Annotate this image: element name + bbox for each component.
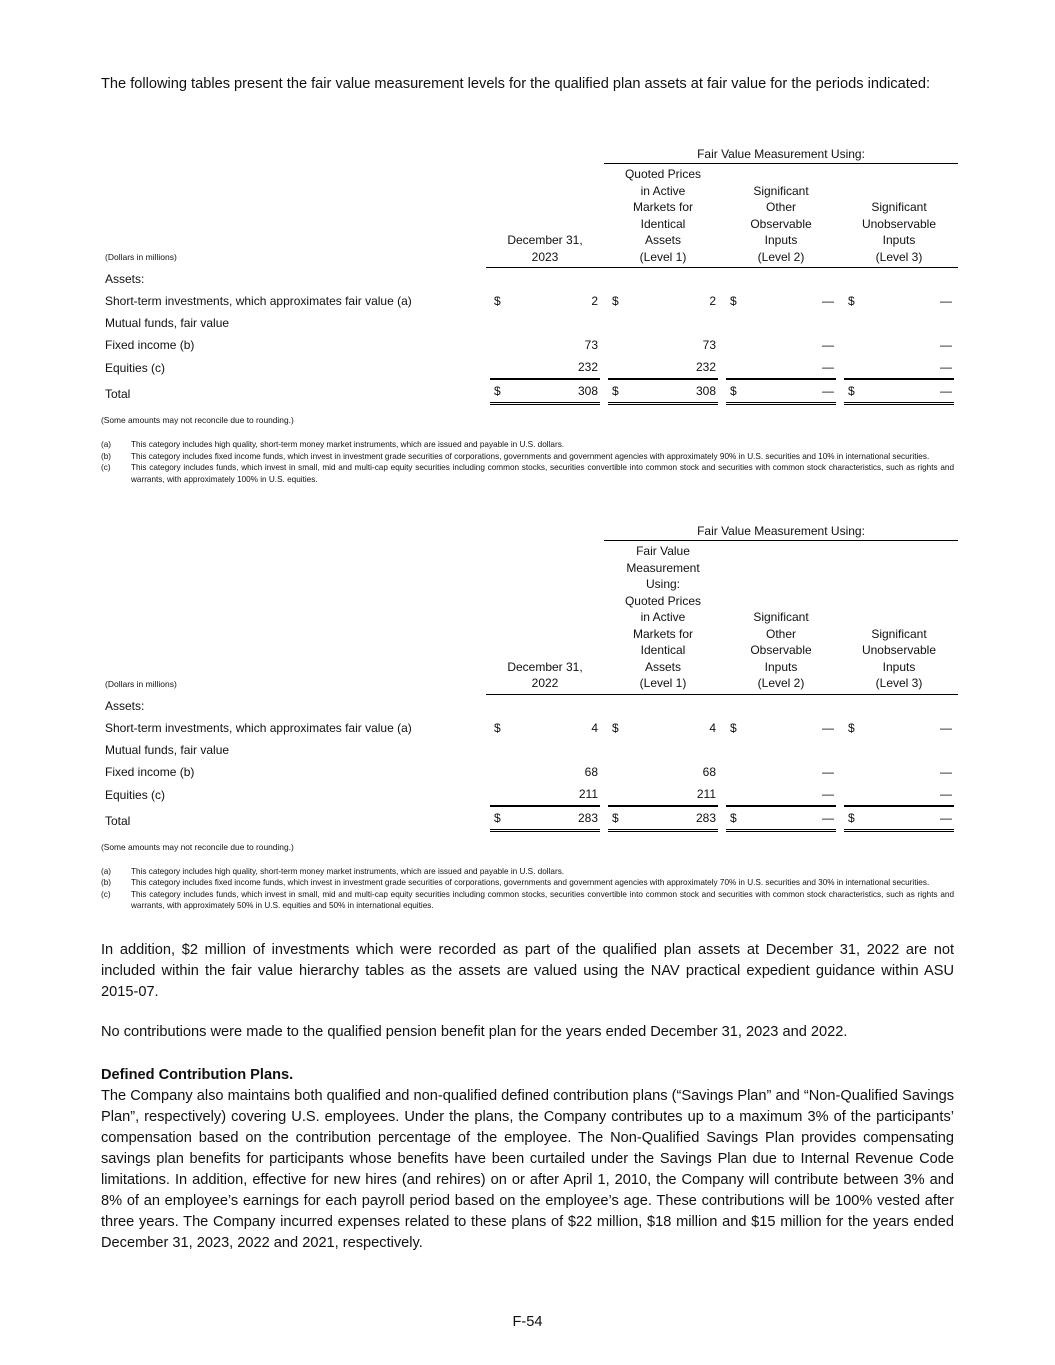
currency-symbol: $ xyxy=(848,810,855,825)
cell-value: — xyxy=(940,764,952,779)
super-header-row xyxy=(101,143,958,164)
footnote xyxy=(101,889,954,912)
value-cell xyxy=(840,761,958,783)
table-row xyxy=(101,379,958,405)
column-header xyxy=(722,164,840,268)
table-row xyxy=(101,761,958,783)
super-header-spacer xyxy=(101,143,486,164)
row-label: Assets: xyxy=(105,698,145,713)
cell-value: 211 xyxy=(578,786,598,801)
value-cell xyxy=(840,739,958,761)
value-cell xyxy=(604,806,722,832)
value-cell xyxy=(840,334,958,356)
units-label: (Dollars in millions) xyxy=(105,252,177,262)
value-cell xyxy=(722,312,840,334)
footnotes xyxy=(101,866,954,912)
cell-value: — xyxy=(822,764,834,779)
value-cell xyxy=(722,356,840,379)
super-header: Fair Value Measurement Using: xyxy=(604,143,958,164)
cell-value: 73 xyxy=(584,338,598,352)
value-cell xyxy=(840,717,958,739)
column-header-text: Significant Other Observable Inputs (Level 2) xyxy=(750,610,812,690)
units-label: (Dollars in millions) xyxy=(105,678,177,689)
value-cell xyxy=(486,783,604,806)
footnote xyxy=(101,877,954,889)
value-cell xyxy=(604,268,722,291)
value-cell xyxy=(604,761,722,783)
cell-value: — xyxy=(940,384,952,398)
value-cell xyxy=(486,806,604,832)
value-cell xyxy=(722,290,840,312)
currency-symbol: $ xyxy=(848,384,855,398)
currency-symbol: $ xyxy=(848,294,855,308)
value-cell xyxy=(722,379,840,405)
currency-symbol: $ xyxy=(494,720,501,735)
value-cell xyxy=(722,694,840,717)
column-header xyxy=(604,541,722,695)
currency-symbol: $ xyxy=(730,294,737,308)
rounding-note: (Some amounts may not reconcile due to rounding.) xyxy=(101,415,294,425)
value-cell-inner xyxy=(490,334,600,356)
fair-value-table-2022 xyxy=(101,520,954,912)
value-cell-inner xyxy=(490,356,600,379)
column-header-text: December 31, 2023 xyxy=(507,233,583,264)
value-cell xyxy=(604,783,722,806)
value-cell xyxy=(486,379,604,405)
footnote xyxy=(101,451,954,463)
value-cell-inner xyxy=(490,290,600,312)
footnote-tag: (b) xyxy=(101,451,112,461)
footnote xyxy=(101,462,954,485)
value-cell xyxy=(486,761,604,783)
cell-value: — xyxy=(822,720,834,735)
value-cell xyxy=(722,334,840,356)
cell-value: 68 xyxy=(702,764,716,779)
footnote-text: This category includes high quality, short-term money market instruments, which are issued and payable in U.S. dollars. xyxy=(131,440,565,449)
column-header-text: Fair Value Measurement Using: Quoted Prices in Active Markets for Identical Assets (Level 1) xyxy=(624,544,702,690)
value-cell-inner xyxy=(844,806,954,832)
currency-symbol: $ xyxy=(612,720,619,735)
footnote xyxy=(101,866,954,878)
value-cell-inner xyxy=(726,290,836,312)
value-cell xyxy=(604,290,722,312)
cell-value: 232 xyxy=(695,360,716,374)
value-cell-inner xyxy=(844,356,954,379)
cell-value: — xyxy=(822,294,834,308)
column-header xyxy=(486,541,604,695)
cell-value: 283 xyxy=(695,810,716,825)
value-cell xyxy=(722,268,840,291)
cell-value: 4 xyxy=(591,720,598,735)
value-cell xyxy=(604,694,722,717)
value-cell-inner xyxy=(608,379,718,405)
value-cell-inner xyxy=(608,783,718,806)
value-cell xyxy=(840,268,958,291)
currency-symbol: $ xyxy=(730,810,737,825)
cell-value: 2 xyxy=(591,294,598,308)
footnote-text: This category includes funds, which invest in small, mid and multi-cap equity securities including common stocks, securities convertible into common stock and securities with common stock characteristics, such as rights and warrants, with approximately 50% in U.S. equities and 50% in international equities. xyxy=(131,889,954,910)
table-row xyxy=(101,694,958,717)
footnote-text: This category includes high quality, short-term money market instruments, which are issued and payable in U.S. dollars. xyxy=(131,866,565,876)
fair-value-grid xyxy=(101,143,958,405)
column-header xyxy=(604,164,722,268)
currency-symbol: $ xyxy=(612,384,619,398)
rounding-note: (Some amounts may not reconcile due to rounding.) xyxy=(101,841,294,852)
cell-value: 2 xyxy=(709,294,716,308)
currency-symbol: $ xyxy=(612,294,619,308)
column-header-text: Significant Unobservable Inputs (Level 3) xyxy=(861,626,937,690)
cell-value: — xyxy=(822,384,834,398)
value-cell xyxy=(604,356,722,379)
fair-value-table-2023 xyxy=(101,143,954,485)
footnote-tag: (a) xyxy=(101,440,112,449)
cell-value: — xyxy=(940,294,952,308)
table-row xyxy=(101,290,958,312)
value-cell xyxy=(722,783,840,806)
row-label: Mutual funds, fair value xyxy=(105,742,230,757)
column-header xyxy=(722,541,840,695)
value-cell-inner xyxy=(726,761,836,783)
currency-symbol: $ xyxy=(848,720,855,735)
column-header xyxy=(840,541,958,695)
cell-value: — xyxy=(822,786,834,801)
cell-value: 308 xyxy=(695,384,716,398)
defined-contribution-paragraph: The Company also maintains both qualified and non-qualified defined contribution plans (“Savings Plan” and “Non-Qualified Savings Plan”, respectively) covering U.S. employees. Under the plans, the Company contributes up to a maximum 3% of the participants’ compensation based on the contribution percentage of the employee. The Non-Qualified Savings Plan provides compensating savings plan benefits for participants whose benefits have been curtailed under the Savings Plan due to Internal Revenue Code limitations. In addition, effective for new hires (and rehires) on or after April 1, 2010, the Company will contribute between 3% and 8% of an employee’s earnings for each payroll period based on the employee’s age. These contributions will be 100% vested after three years. The Company incurred expenses related to these plans of $22 million, $18 million and $15 million for the years ended December 31, 2023, 2022 and 2021, respectively. xyxy=(101,1088,954,1251)
value-cell xyxy=(486,739,604,761)
currency-symbol: $ xyxy=(730,384,737,398)
value-cell-inner xyxy=(844,290,954,312)
row-label: Equities (c) xyxy=(105,361,166,375)
value-cell xyxy=(486,356,604,379)
value-cell-inner xyxy=(726,717,836,739)
cell-value: — xyxy=(940,786,952,801)
currency-symbol: $ xyxy=(730,720,737,735)
column-header-row xyxy=(101,164,958,268)
value-cell-inner xyxy=(844,761,954,783)
nav-paragraph: In addition, $2 million of investments which were recorded as part of the qualified plan assets at December 31, 2022 are not included within the fair value hierarchy tables as the assets are valued using the NAV practical expedient guidance within ASU 2015-07. xyxy=(101,942,954,1000)
cell-value: 211 xyxy=(696,786,716,801)
row-label: Short-term investments, which approximates fair value (a) xyxy=(105,294,412,308)
cell-value: 73 xyxy=(702,338,716,352)
value-cell-inner xyxy=(608,334,718,356)
value-cell-inner xyxy=(608,290,718,312)
cell-value: 232 xyxy=(577,360,598,374)
value-cell xyxy=(722,761,840,783)
table-row xyxy=(101,356,958,379)
value-cell xyxy=(486,334,604,356)
cell-value: — xyxy=(940,360,952,374)
value-cell xyxy=(722,717,840,739)
cell-value: — xyxy=(822,360,834,374)
row-label: Fixed income (b) xyxy=(105,764,195,779)
column-header-row xyxy=(101,541,958,695)
value-cell xyxy=(722,739,840,761)
column-header-text: Quoted Prices in Active Markets for Identical Assets (Level 1) xyxy=(624,167,702,264)
value-cell xyxy=(840,806,958,832)
row-label: Fixed income (b) xyxy=(105,338,195,352)
value-cell-inner xyxy=(490,717,600,739)
table-row xyxy=(101,268,958,291)
table-row xyxy=(101,806,958,832)
footnote-tag: (c) xyxy=(101,889,111,899)
footnotes xyxy=(101,439,954,485)
value-cell-inner xyxy=(726,379,836,405)
value-cell-inner xyxy=(490,379,600,405)
column-header xyxy=(840,164,958,268)
footnote-text: This category includes funds, which invest in small, mid and multi-cap equity securities including common stocks, securities convertible into common stock and securities with common stock characteristics, such as rights and warrants, with approximately 100% in U.S. equities. xyxy=(131,463,954,484)
row-label: Equities (c) xyxy=(105,787,166,802)
value-cell-inner xyxy=(608,761,718,783)
super-header: Fair Value Measurement Using: xyxy=(604,520,958,541)
footnote-text: This category includes fixed income funds, which invest in investment grade securities of corporations, governments and government agencies with approximately 70% in U.S. securities and 30% in international securities. xyxy=(131,878,930,887)
row-label: Mutual funds, fair value xyxy=(105,316,230,330)
value-cell xyxy=(486,290,604,312)
value-cell-inner xyxy=(726,806,836,832)
cell-value: — xyxy=(822,338,834,352)
column-header-text: Significant Other Observable Inputs (Level 2) xyxy=(750,183,812,264)
cell-value: 4 xyxy=(709,720,716,735)
table-row xyxy=(101,334,958,356)
value-cell-inner xyxy=(844,717,954,739)
value-cell xyxy=(840,356,958,379)
table-row xyxy=(101,739,958,761)
value-cell-inner xyxy=(608,717,718,739)
cell-value: — xyxy=(940,338,952,352)
value-cell xyxy=(604,312,722,334)
row-label: Total xyxy=(105,813,131,828)
super-header-row xyxy=(101,520,958,541)
value-cell xyxy=(486,268,604,291)
currency-symbol: $ xyxy=(494,294,501,308)
value-cell xyxy=(604,717,722,739)
cell-value: 283 xyxy=(577,810,598,825)
value-cell xyxy=(722,806,840,832)
footnote-tag: (c) xyxy=(101,463,111,472)
table-row xyxy=(101,312,958,334)
currency-symbol: $ xyxy=(494,810,501,825)
column-header xyxy=(486,164,604,268)
value-cell-inner xyxy=(608,806,718,832)
intro-paragraph: The following tables present the fair value measurement levels for the qualified plan assets at fair value for the periods indicated: xyxy=(101,76,931,92)
contributions-paragraph: No contributions were made to the qualified pension benefit plan for the years ended December 31, 2023 and 2022. xyxy=(101,1024,848,1040)
row-label: Total xyxy=(105,387,131,401)
value-cell xyxy=(604,739,722,761)
footnote-text: This category includes fixed income funds, which invest in investment grade securities of corporations, governments and government agencies with approximately 90% in U.S. securities and 10% in international securities. xyxy=(131,451,930,461)
value-cell-inner xyxy=(844,783,954,806)
row-label: Assets: xyxy=(105,272,145,286)
currency-symbol: $ xyxy=(494,384,501,398)
value-cell-inner xyxy=(844,379,954,405)
value-cell-inner xyxy=(490,783,600,806)
cell-value: 68 xyxy=(584,764,598,779)
value-cell xyxy=(486,717,604,739)
defined-contribution-heading: Defined Contribution Plans. xyxy=(101,1067,294,1083)
super-header-spacer xyxy=(486,520,604,541)
fair-value-grid xyxy=(101,520,958,832)
column-header-text: December 31, 2022 xyxy=(507,659,583,690)
table-row xyxy=(101,783,958,806)
value-cell xyxy=(486,312,604,334)
currency-symbol: $ xyxy=(612,810,619,825)
value-cell-inner xyxy=(490,761,600,783)
value-cell-inner xyxy=(726,783,836,806)
value-cell xyxy=(604,334,722,356)
value-cell xyxy=(840,312,958,334)
row-label: Short-term investments, which approximates fair value (a) xyxy=(105,720,412,735)
value-cell xyxy=(840,290,958,312)
page-number: F-54 xyxy=(512,1314,543,1330)
value-cell xyxy=(840,379,958,405)
value-cell xyxy=(486,694,604,717)
cell-value: — xyxy=(940,810,952,825)
value-cell xyxy=(604,379,722,405)
value-cell-inner xyxy=(490,806,600,832)
value-cell-inner xyxy=(726,334,836,356)
super-header-spacer xyxy=(101,520,486,541)
footnote xyxy=(101,439,954,451)
super-header-spacer xyxy=(486,143,604,164)
column-header-text: Significant Unobservable Inputs (Level 3) xyxy=(861,200,937,264)
value-cell-inner xyxy=(726,356,836,379)
value-cell-inner xyxy=(844,334,954,356)
cell-value: 308 xyxy=(577,384,598,398)
footnote-tag: (a) xyxy=(101,866,112,876)
cell-value: — xyxy=(940,720,952,735)
value-cell xyxy=(840,694,958,717)
value-cell-inner xyxy=(608,356,718,379)
value-cell xyxy=(840,783,958,806)
cell-value: — xyxy=(822,810,834,825)
footnote-tag: (b) xyxy=(101,878,112,887)
table-row xyxy=(101,717,958,739)
